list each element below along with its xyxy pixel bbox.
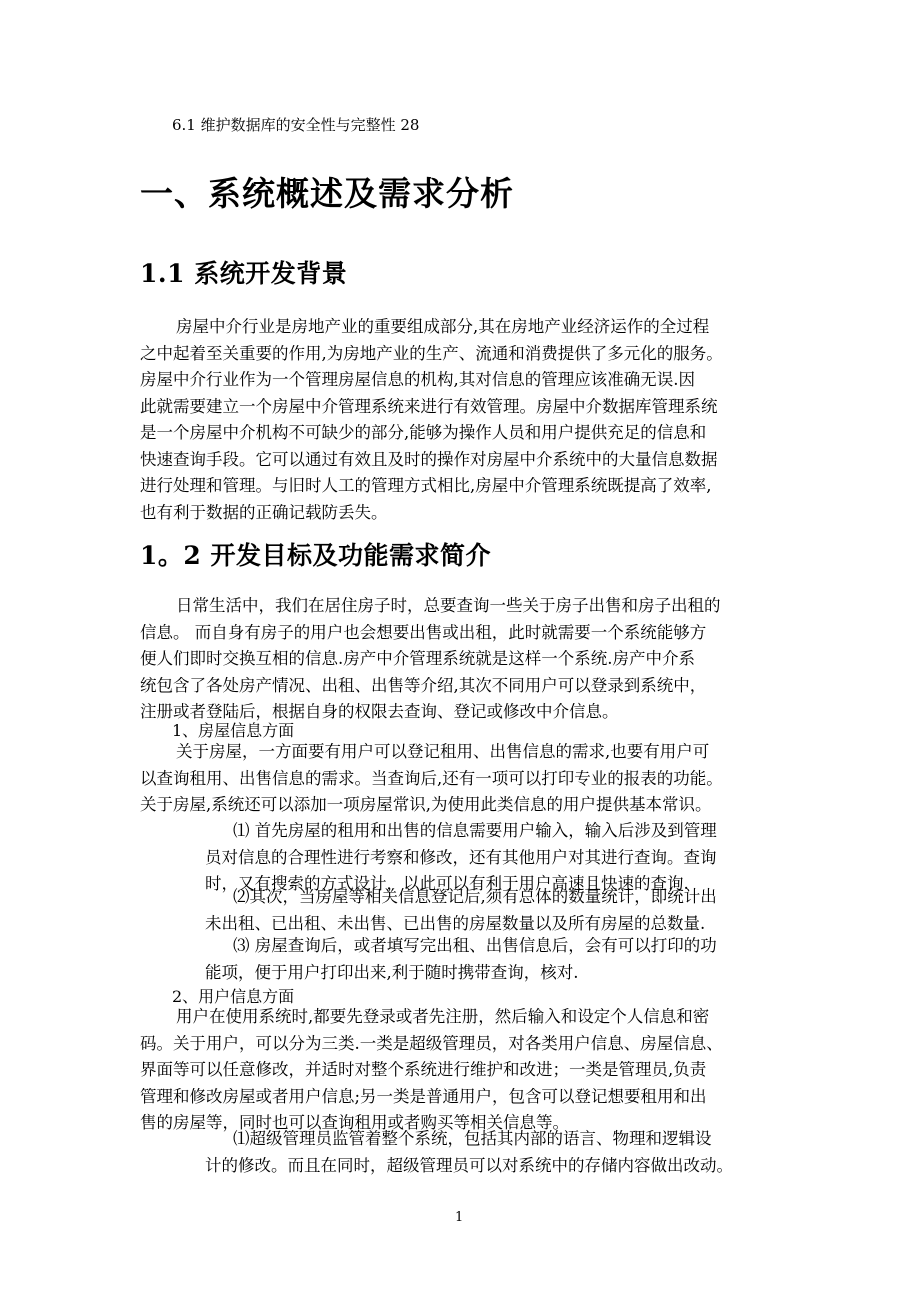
text-line: 管理和修改房屋或者用户信息;另一类是普通用户，包含可以登记想要租用和出 bbox=[140, 1086, 707, 1106]
user-item-1 bbox=[205, 1126, 785, 1179]
house-info-paragraph bbox=[140, 739, 780, 819]
text-line: 进行处理和管理。与旧时人工的管理方式相比,房屋中介管理系统既提高了效率, bbox=[140, 476, 712, 495]
section-heading-1-2: 1。2 开发目标及功能需求简介 bbox=[140, 541, 491, 570]
text-line: 用户在使用系统时,都要先登录或者先注册，然后输入和设定个人信息和密 bbox=[176, 1007, 710, 1026]
house-item-3 bbox=[205, 933, 785, 986]
chapter-title: 一、系统概述及需求分析 bbox=[140, 174, 514, 213]
toc-entry: 6.1 维护数据库的安全性与完整性 28 bbox=[172, 116, 420, 134]
user-info-paragraph bbox=[140, 1004, 780, 1137]
text-line: 日常生活中，我们在居住房子时，总要查询一些关于房子出售和房子出租的 bbox=[176, 596, 721, 615]
text-line: 码。关于用户，可以分为三类.一类是超级管理员，对各类用户信息、房屋信息、 bbox=[140, 1033, 723, 1053]
house-item-2 bbox=[205, 884, 785, 937]
text-line: 之中起着至关重要的作用,为房地产业的生产、流通和消费提供了多元化的服务。 bbox=[140, 343, 723, 363]
text-line: 以查询租用、出售信息的需求。当查询后,还有一项可以打印专业的报表的功能。 bbox=[140, 768, 723, 788]
text-line: 关于房屋，一方面要有用户可以登记租用、出售信息的需求,也要有用户可 bbox=[176, 742, 710, 761]
section-heading-1-1: 1.1 系统开发背景 bbox=[140, 259, 348, 288]
text-line: 此就需要建立一个房屋中介管理系统来进行有效管理。房屋中介数据库管理系统 bbox=[140, 396, 718, 416]
text-line: 计的修改。而且在同时，超级管理员可以对系统中的存储内容做出改动。 bbox=[205, 1155, 733, 1175]
text-line: 是一个房屋中介机构不可缺少的部分,能够为操作人员和用户提供充足的信息和 bbox=[140, 423, 707, 442]
goals-intro-paragraph bbox=[140, 593, 780, 726]
text-line: ⑴超级管理员监管着整个系统，包括其内部的语言、物理和逻辑设 bbox=[233, 1129, 712, 1148]
page-number: 1 bbox=[455, 1210, 464, 1225]
text-line: 快速查询手段。它可以通过有效且及时的操作对房屋中介系统中的大量信息数据 bbox=[140, 449, 718, 469]
text-line: ⑵其次，当房屋等相关信息登记后,须有总体的数量统计，即统计出 bbox=[233, 887, 717, 906]
text-line: ⑶ 房屋查询后，或者填写完出租、出售信息后，会有可以打印的功 bbox=[233, 936, 717, 955]
text-line: 界面等可以任意修改，并适时对整个系统进行维护和改进；一类是管理员,负责 bbox=[140, 1060, 707, 1079]
house-info-subheading: 1、房屋信息方面 bbox=[172, 721, 295, 740]
text-line: 统包含了各处房产情况、出租、出售等介绍,其次不同用户可以登录到系统中， bbox=[140, 675, 707, 695]
text-line: 便人们即时交换互相的信息.房产中介管理系统就是这样一个系统.房产中介系 bbox=[140, 649, 695, 668]
text-line: 时，又有搜索的方式设计，以此可以有利于用户高速且快速的查询. bbox=[205, 874, 689, 893]
user-info-subheading: 2、用户信息方面 bbox=[172, 987, 295, 1006]
text-line: 房屋中介行业是房地产业的重要组成部分,其在房地产业经济运作的全过程 bbox=[176, 317, 710, 336]
text-line: 关于房屋,系统还可以添加一项房屋常识,为使用此类信息的用户提供基本常识。 bbox=[140, 795, 712, 814]
text-line: 员对信息的合理性进行考察和修改，还有其他用户对其进行查询。查询 bbox=[205, 847, 717, 867]
text-line: 房屋中介行业作为一个管理房屋信息的机构,其对信息的管理应该准确无误.因 bbox=[140, 370, 695, 389]
text-line: 注册或者登陆后，根据自身的权限去查询、登记或修改中介信息。 bbox=[140, 702, 619, 721]
text-line: 未出租、已出租、未出售、已出售的房屋数量以及所有房屋的总数量. bbox=[205, 913, 706, 933]
text-line: 信息。 而自身有房子的用户也会想要出售或出租，此时就需要一个系统能够方 bbox=[140, 622, 707, 642]
text-line: 售的房屋等，同时也可以查询租用或者购买等相关信息等。 bbox=[140, 1113, 569, 1132]
text-line: 也有利于数据的正确记载防丢失。 bbox=[140, 502, 388, 522]
background-paragraph bbox=[140, 314, 780, 526]
text-line: 能项，便于用户打印出来,利于随时携带查询，核对. bbox=[205, 962, 579, 982]
text-line: ⑴ 首先房屋的租用和出售的信息需要用户输入，输入后涉及到管理 bbox=[233, 821, 717, 840]
